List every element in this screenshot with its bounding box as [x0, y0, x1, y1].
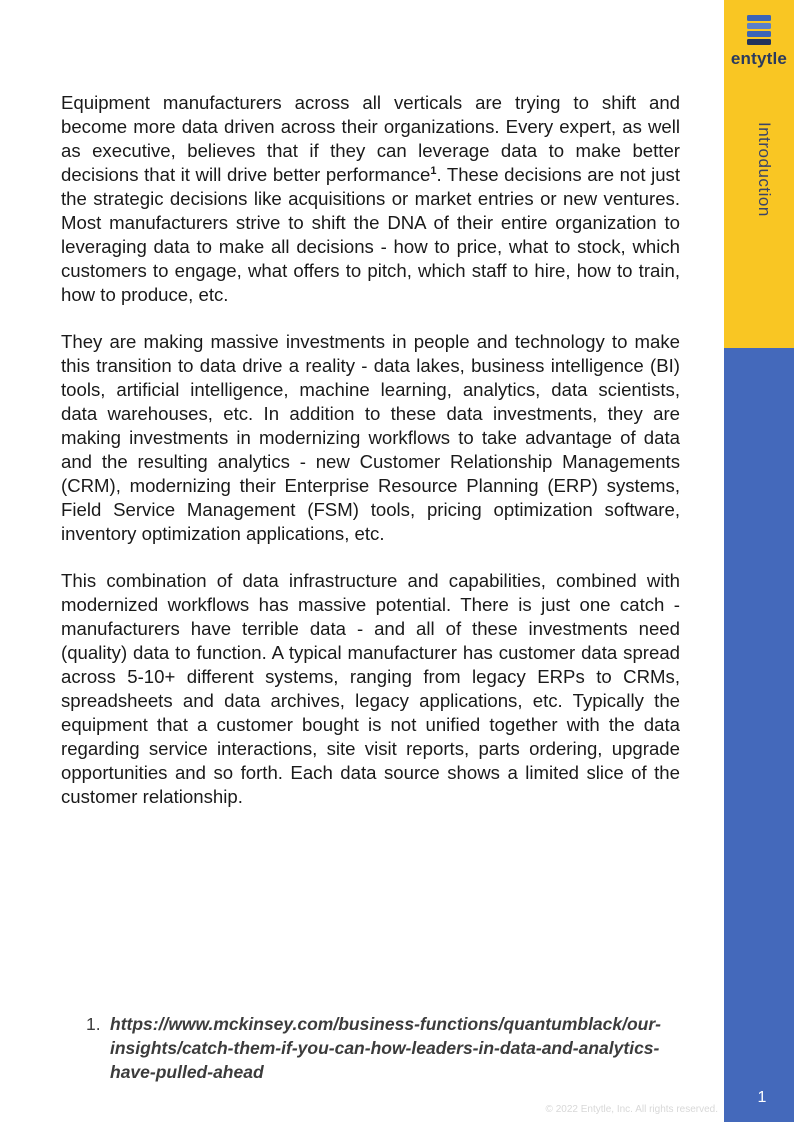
- main-content: [61, 91, 680, 832]
- brand-logo: [724, 14, 794, 69]
- section-label: Introduction: [755, 122, 774, 217]
- paragraph-1: [61, 91, 680, 307]
- footnote-number: 1.: [86, 1014, 101, 1034]
- paragraph-3: This combination of data infrastructure and capabilities, combined with modernized workflows has massive potential. There is just one catch - manufacturers have terrible data - and all of these investments need (quality) data to function. A typical manufacturer has customer data spread across 5-10+ different systems, ranging from legacy ERPs to CRMs, spreadsheets and data archives, legacy applications, etc. Typically the equipment that a customer bought is not unified together with the data regarding service interactions, site visit reports, parts ordering, upgrade opportunities and so forth. Each data source shows a limited slice of the customer relationship.: [61, 570, 680, 807]
- footnote-link[interactable]: https://www.mckinsey.com/business-functions/quantumblack/our-insights/catch-them-if-you-can-how-leaders-in-data-and-analytics-have-pulled-ahead: [110, 1014, 662, 1082]
- entytle-logo-icon: [745, 14, 773, 46]
- copyright-notice: © 2022 Entytle, Inc. All rights reserved.: [545, 1104, 718, 1115]
- paragraph-1-text-continued: . These decisions are not just the strategic decisions like acquisitions or market entries or new ventures. Most manufacturers strive to shift the DNA of their entire organization to leveraging data to make all decisions - how to price, what to stock, which customers to engage, what offers to pitch, which staff to hire, how to train, how to produce, etc.: [61, 164, 681, 305]
- sidebar-blue-panel: [724, 348, 794, 1122]
- paragraph-1-text: Equipment manufacturers across all verticals are trying to shift and become more data driven across their organizations. Every expert, as well as executive, believes that if they can leverage data to make better decisions that it will drive better performance: [61, 92, 680, 185]
- brand-name: entytle: [730, 49, 788, 68]
- footnote: [86, 1012, 686, 1084]
- sidebar-yellow-panel: [724, 0, 794, 348]
- footnote-reference[interactable]: 1: [430, 164, 437, 177]
- paragraph-2: They are making massive investments in people and technology to make this transition to data drive a reality - data lakes, business intelligence (BI) tools, artificial intelligence, machine learning, analytics, data scientists, data warehouses, etc. In addition to these data investments, they are making investments in modernizing workflows to take advantage of data and the resulting analytics - new Customer Relationship Managements (CRM), modernizing their Enterprise Resource Planning (ERP) systems, Field Service Management (FSM) tools, pricing optimization software, inventory optimization applications, etc.: [61, 331, 680, 544]
- page-number: 1: [757, 1089, 767, 1106]
